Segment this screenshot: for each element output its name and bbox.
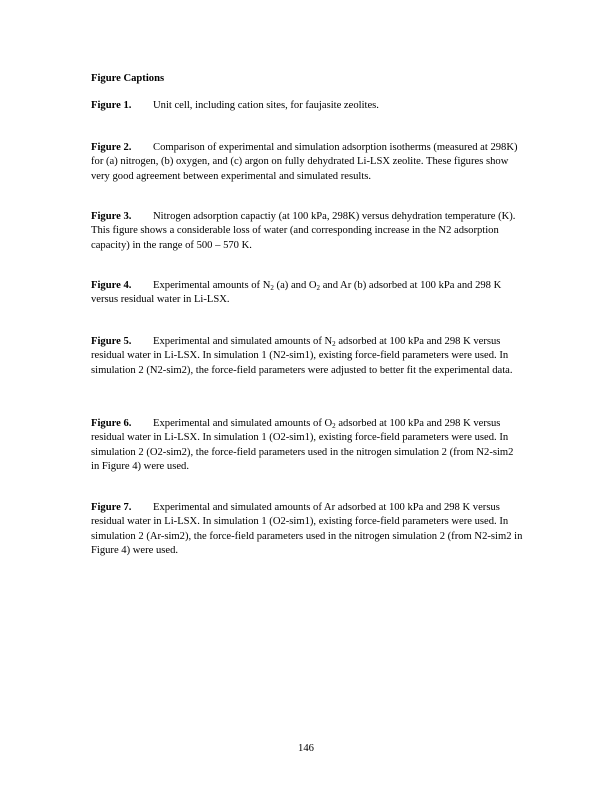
caption-label: Figure 3. [91,211,132,222]
caption-text: Experimental amounts of N [153,280,271,291]
caption-label: Figure 4. [91,280,132,291]
caption-text: adsorbed at 100 kPa and 298 K versus residual water in Li-LSX. In simulation 1 (N2-sim1), existing force-field parameters were used. In simulation 2 (N2-sim2), the force-field parameters were adjusted to better fit the experimental data. [91,336,513,376]
subscript: 2 [270,284,274,292]
subscript: 2 [332,340,336,348]
caption-figure-5 [91,335,523,378]
caption-figure-6 [91,417,523,475]
caption-text: Unit cell, including cation sites, for faujasite zeolites. [153,100,379,111]
caption-label: Figure 5. [91,336,132,347]
page-title: Figure Captions [91,73,165,84]
caption-figure-2 [91,141,523,184]
caption-text: Experimental and simulated amounts of N [153,336,333,347]
caption-figure-3 [91,210,523,253]
caption-text: Comparison of experimental and simulation adsorption isotherms (measured at 298K) for (a) nitrogen, (b) oxygen, and (c) argon on fully dehydrated Li-LSX zeolite. These figures show very good agreement between experimental and simulated results. [91,142,518,182]
subscript: 2 [332,422,336,430]
caption-figure-1 [91,99,523,113]
caption-label: Figure 2. [91,142,132,153]
caption-text: Experimental and simulated amounts of O [153,418,333,429]
caption-figure-7 [91,501,523,559]
caption-label: Figure 7. [91,502,132,513]
caption-figure-4 [91,279,523,308]
caption-text: Nitrogen adsorption capactiy (at 100 kPa, 298K) versus dehydration temperature (K). This figure shows a considerable loss of water (and corresponding increase in the N2 adsorption capacity) in the range of 500 – 570 K. [91,211,516,251]
subscript: 2 [316,284,321,292]
caption-label: Figure 1. [91,100,132,111]
caption-text: Experimental and simulated amounts of Ar adsorbed at 100 kPa and 298 K versus residual water in Li-LSX. In simulation 1 (O2-sim1), existing force-field parameters were used. In simulation 2 (Ar-sim2), the force-field parameters used in the nitrogen simulation 2 (from N2-sim2 in Figure 4) were used. [91,502,523,557]
caption-text: and Ar (b) adsorbed at 100 kPa and 298 K versus residual water in Li-LSX. [91,280,502,306]
caption-text: (a) and O [273,280,317,291]
page-number: 146 [298,743,314,754]
caption-text: adsorbed at 100 kPa and 298 K versus residual water in Li-LSX. In simulation 1 (O2-sim1), existing force-field parameters were used. In simulation 2 (O2-sim2), the force-field parameters used in the nitrogen simulation 2 (from N2-sim2 in Figure 4) were used. [91,418,514,473]
caption-label: Figure 6. [91,418,132,429]
